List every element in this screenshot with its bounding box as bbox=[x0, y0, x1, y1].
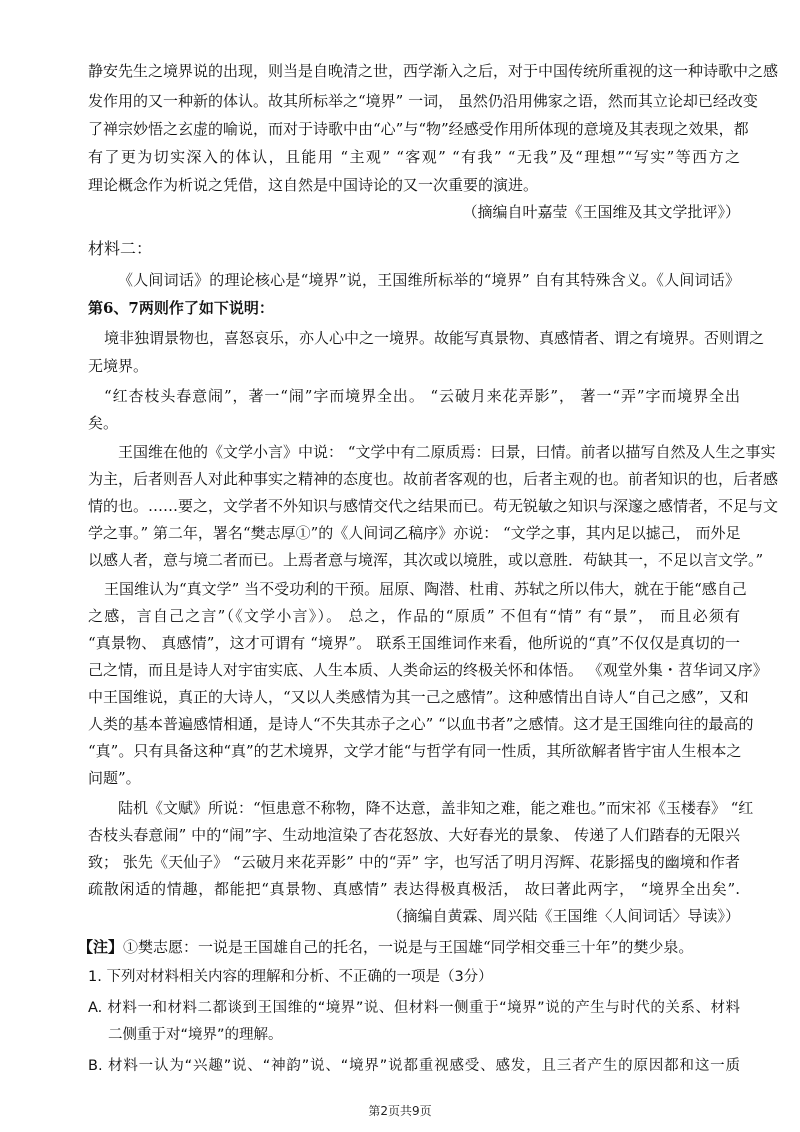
paragraph-line: 第6、7两则作了如下说明： bbox=[88, 299, 274, 317]
paragraph-line: 己之情，而且是诗人对宇宙实底、人生本质、人类命运的终极关怀和体悟。 《观堂外集・苕华词又序》 bbox=[88, 661, 768, 679]
paragraph-line: 致； 张先《天仙子》 “云破月来花弄影” 中的“弄” 字，也写活了明月泻辉、花影摇曳的幽境和作者 bbox=[88, 853, 740, 871]
paragraph-line: 《人间词话》的理论核心是“境界”说，王国维所标举的“境界” 自有其特殊含义。《人间词话》 bbox=[118, 271, 740, 289]
paragraph-line: 以感人者，意与境二者而已。上焉者意与境浑，其次或以境胜，或以意胜．苟缺其一，不足以言文学。” bbox=[88, 551, 764, 569]
paragraph-line: 学之事。” 第二年，署名“樊志厚①”的《人间词乙稿序》亦说： “文学之事，其内足以摅己， 而外足 bbox=[88, 524, 741, 542]
paragraph-line: “真景物、 真感情”，这才可谓有 “境界”。 联系王国维词作来看，他所说的“真”不仅仅是真切的一 bbox=[88, 634, 740, 652]
paragraph-line: 有了更为切实深入的体认，且能用 “主观” “客观” “有我” “无我”及“理想”“写实”等西方之 bbox=[88, 148, 740, 166]
source-citation: （摘编自黄霖、周兴陆《王国维〈人间词话〉导读》） bbox=[387, 907, 740, 925]
section-heading: 材料二： bbox=[88, 239, 153, 258]
footnote-text: ①樊志愿：一说是王国雄自己的托名，一说是与王国雄“同学相交垂三十年”的樊少泉。 bbox=[123, 938, 694, 956]
question-option-a: A. 材料一和材料二都谈到王国维的“境界”说、但材料一侧重于“境界”说的产生与时代的关系、材料 bbox=[88, 1000, 740, 1016]
paragraph-line: 静安先生之境界说的出现，则当是自晚清之世，西学渐入之后，对于中国传统所重视的这一种诗歌中之感 bbox=[88, 62, 779, 80]
paragraph-line: 问题”。 bbox=[88, 769, 141, 787]
paragraph-line: 理论概念作为析说之凭借，这自然是中国诗论的又一次重要的演进。 bbox=[88, 176, 539, 194]
paragraph-line: “红杏枝头春意闹”，著一“闹”字而境界全出。 “云破月来花弄影”， 著一“弄”字而境界全出 bbox=[104, 387, 740, 405]
paragraph-line: 矣。 bbox=[88, 414, 119, 432]
paragraph-line: 了禅宗妙悟之玄虚的喻说，而对于诗歌中由“心”与“物”经感受作用所体现的意境及其表现之效果，都 bbox=[88, 120, 749, 138]
paragraph-line: 之感，言自己之言”（《文学小言》）。 总之，作品的“原质” 不但有“情” 有“景”， 而且必须有 bbox=[88, 607, 740, 625]
paragraph-line: 疏散闲适的情趣，都能把“真景物、真感情” 表达得极真极活， 故曰著此两字， “境界全出矣”. bbox=[88, 880, 740, 898]
paragraph-line: 王国维在他的《文学小言》中说： “文学中有二原质焉：曰景，曰情。前者以描写自然及人生之事实 bbox=[118, 443, 776, 461]
paragraph-line: “真”。只有具备这种“真”的艺术境界，文学才能“与哲学有同一性质，其所欲解者皆宇宙人生根本之 bbox=[88, 742, 742, 760]
paragraph-line: 杏枝头春意闹” 中的“闹”字、生动地渲染了杏花怒放、大好春光的景象、 传递了人们踏春的无限兴 bbox=[88, 826, 740, 844]
paragraph-line: 境非独谓景物也，喜怒哀乐，亦人心中之一境界。故能写真景物、真感情者、谓之有境界。否则谓之 bbox=[104, 329, 765, 347]
footnote bbox=[78, 936, 740, 958]
paragraph-line: 中王国维说，真正的大诗人，“又以人类感情为其一己之感情”。这种感情出自诗人“自己之感”，又和 bbox=[88, 688, 749, 706]
paragraph-line: 情的也。……要之，文学者不外知识与感情交代之结果而已。苟无锐敏之知识与深邃之感情者，不足与文 bbox=[88, 497, 779, 515]
question-stem: 1. 下列对材料相关内容的理解和分析、不正确的一项是（3分） bbox=[88, 969, 493, 985]
source-citation: （摘编自叶嘉莹《王国维及其文学批评》） bbox=[462, 203, 740, 221]
question-option-a-cont: 二侧重于对“境界”的理解。 bbox=[108, 1027, 283, 1043]
question-option-b: B. 材料一认为“兴趣”说、“神韵”说、“境界”说都重视感受、感发，且三者产生的原因都和这一质 bbox=[88, 1058, 740, 1074]
paragraph-line: 人类的基本普遍感情相通，是诗人“不失其赤子之心” “以血书者”之感情。这才是王国维向往的最高的 bbox=[88, 715, 754, 733]
page-number: 第2页共9页 bbox=[368, 1104, 432, 1118]
footnote-label: 【注】 bbox=[78, 938, 124, 956]
paragraph-line: 陆机《文赋》所说：“恒患意不称物，降不达意，盖非知之难，能之难也。”而宋祁《玉楼春》 “红 bbox=[118, 799, 754, 817]
paragraph-line: 王国维认为“真文学” 当不受功利的干预。屈原、陶潜、杜甫、苏轼之所以伟大，就在于能“感自己 bbox=[104, 580, 747, 598]
paragraph-line: 发作用的又一种新的体认。故其所标举之“境界” 一词， 虽然仍沿用佛家之语，然而其立论却已经改变 bbox=[88, 92, 758, 110]
paragraph-line: 无境界。 bbox=[88, 357, 149, 375]
paragraph-line: 为主，后者则吾人对此种事实之精神的态度也。故前者客观的也，后者主观的也。前者知识的也，后者感 bbox=[88, 470, 779, 488]
